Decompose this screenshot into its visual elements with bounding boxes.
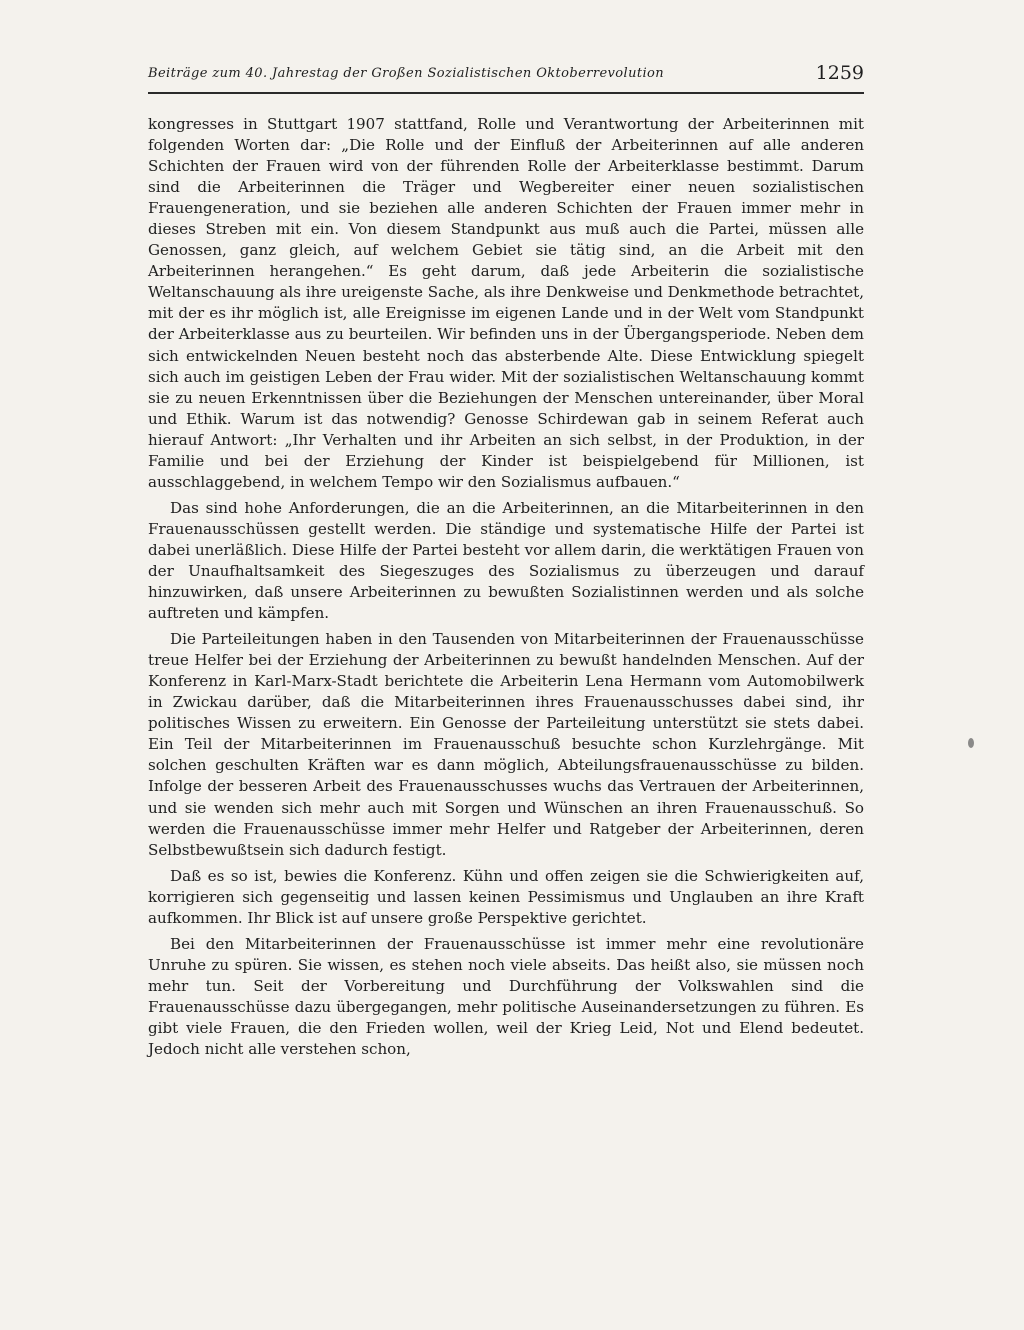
- paragraph-4: Daß es so ist, bewies die Konferenz. Kühn und offen zeigen sie die Schwierigkeiten auf, korrigieren sich gegenseitig und lassen keinen Pessimismus und Unglauben an ihre Kraft aufkommen. Ihr Blick ist auf unsere große Perspektive gerichtet.: [148, 866, 864, 927]
- paragraph-5: Bei den Mitarbeiterinnen der Frauenausschüsse ist immer mehr eine revolutionäre Unruhe zu spüren. Sie wissen, es stehen noch viele abseits. Das heißt also, sie müssen noch mehr tun. Seit der Vorbereitung und Durchführung der Volkswahlen sind die Frauenausschüsse dazu übergegangen, mehr politische Auseinandersetzungen zu führen. Es gibt viele Frauen, die den Frieden wollen, weil der Krieg Leid, Not und Elend bedeutet. Jedoch nicht alle verstehen schon,: [148, 934, 864, 1059]
- page-header: [148, 62, 864, 94]
- paragraph-1: kongresses in Stuttgart 1907 stattfand, Rolle und Verantwortung der Arbeiterinnen mit folgenden Worten dar: „Die Rolle und der Einfluß der Arbeiterinnen auf alle anderen Schichten der Frauen wird von der führenden Rolle der Arbeiterklasse bestimmt. Darum sind die Arbeiterinnen die Träger und Wegbereiter einer neuen sozialistischen Frauengeneration, und sie beziehen alle anderen Schichten der Frauen immer mehr in dieses Streben mit ein. Von diesem Standpunkt aus muß auch die Partei, müssen alle Genossen, ganz gleich, auf welchem Gebiet sie tätig sind, an die Arbeit mit den Arbeiterinnen herangehen.“ Es geht darum, daß jede Arbeiterin die sozialistische Weltanschauung als ihre ureigenste Sache, als ihre Denkweise und Denkmethode betrachtet, mit der es ihr möglich ist, alle Ereignisse im eigenen Lande und in der Welt vom Standpunkt der Arbeiterklasse aus zu beurteilen. Wir befinden uns in der Übergangsperiode. Neben dem sich entwickelnden Neuen besteht noch das absterbende Alte. Diese Entwicklung spiegelt sich auch im geistigen Leben der Frau wider. Mit der sozialistischen Weltanschauung kommt sie zu neuen Erkenntnissen über die Beziehungen der Menschen untereinander, über Moral und Ethik. Warum ist das notwendig? Genosse Schirdewan gab in seinem Referat auch hierauf Antwort: „Ihr Verhalten und ihr Arbeiten an sich selbst, in der Produktion, in der Familie und bei der Erziehung der Kinder ist beispielgebend für Millionen, ist ausschlaggebend, in welchem Tempo wir den Sozialismus aufbauen.“: [148, 115, 864, 491]
- page-number: 1259: [815, 62, 864, 84]
- paragraph-2: Das sind hohe Anforderungen, die an die Arbeiterinnen, an die Mitarbeiterinnen in den Frauenausschüssen gestellt werden. Die ständige und systematische Hilfe der Partei ist dabei unerläßlich. Diese Hilfe der Partei besteht vor allem darin, die werktätigen Frauen von der Unaufhaltsamkeit des Siegeszuges des Sozialismus zu überzeugen und darauf hinzuwirken, daß unsere Arbeiterinnen zu bewußten Sozialistinnen werden und als solche auftreten und kämpfen.: [148, 498, 864, 623]
- running-title: Beiträge zum 40. Jahrestag der Großen Sozialistischen Oktoberrevolution: [148, 66, 665, 81]
- margin-speck: [968, 738, 974, 748]
- paragraph-3: Die Parteileitungen haben in den Tausenden von Mitarbeiterinnen der Frauenausschüsse treue Helfer bei der Erziehung der Arbeiterinnen zu bewußt handelnden Menschen. Auf der Konferenz in Karl-Marx-Stadt berichtete die Arbeiterin Lena Hermann vom Automobilwerk in Zwickau darüber, daß die Mitarbeiterinnen ihres Frauenausschusses dabei sind, ihr politisches Wissen zu erweitern. Ein Genosse der Parteileitung unterstützt sie stets dabei. Ein Teil der Mitarbeiterinnen im Frauenausschuß besuchte schon Kurzlehrgänge. Mit solchen geschulten Kräften war es dann möglich, Abteilungsfrauenausschüsse zu bilden. Infolge der besseren Arbeit des Frauenausschusses wuchs das Vertrauen der Arbeiterinnen, und sie wenden sich mehr auch mit Sorgen und Wünschen an ihren Frauenausschuß. So werden die Frauenausschüsse immer mehr Helfer und Ratgeber der Arbeiterinnen, deren Selbstbewußtsein sich dadurch festigt.: [148, 630, 864, 859]
- body-text: [148, 114, 864, 1060]
